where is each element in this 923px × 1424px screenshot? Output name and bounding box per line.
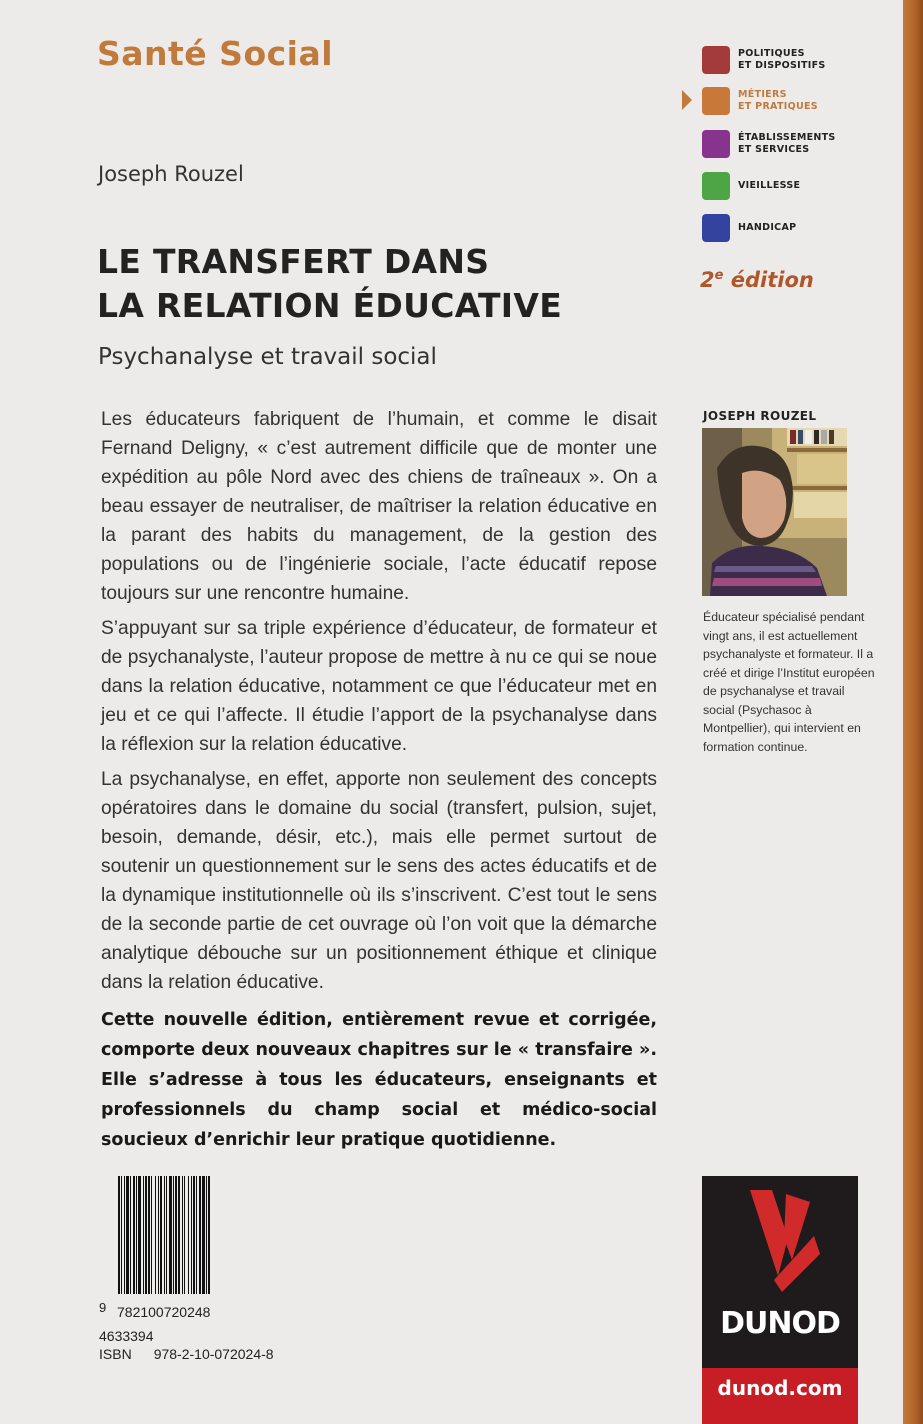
category-politiques (702, 45, 826, 75)
category-swatch (702, 46, 730, 74)
collection-name: Santé Social (97, 34, 334, 73)
isbn (99, 1346, 274, 1362)
category-handicap (702, 213, 796, 243)
product-code: 4633394 (99, 1328, 154, 1344)
publisher-url: dunod.com (702, 1368, 858, 1424)
author-photo-image (702, 428, 847, 596)
isbn-number: 978-2-10-072024-8 (153, 1346, 274, 1362)
blurb (101, 405, 657, 1161)
category-metiers (702, 86, 818, 116)
book-title (97, 240, 562, 328)
category-label: HANDICAP (738, 222, 797, 233)
blurb-paragraph-2: S’appuyant sur sa triple expérience d’éducateur, de formateur et de psychanalyste, l’auteur propose de mettre à nu ce qui se noue dans la relation éducative, notamment ce que l’éducateur met en jeu et ce qui l’affecte. Il étudie l’apport de la psychanalyse dans la réflexion sur la relation éducative. (101, 618, 657, 755)
category-etablissements (702, 129, 836, 159)
title-line-2: LA RELATION ÉDUCATIVE (97, 286, 563, 325)
book-subtitle: Psychanalyse et travail social (98, 344, 437, 370)
barcode-first-digit: 9 (99, 1300, 107, 1315)
category-swatch (702, 130, 730, 158)
author-bio: Éducateur spécialisé pendant vingt ans, il est actuellement psychanalyste et formateur. Il a créé et dirige l’Institut européen de psychanalyse et travail social (Psychasoc à Montpellier), qui intervient en formation continue. (703, 610, 875, 754)
blurb-paragraph-1: Les éducateurs fabriquent de l’humain, et comme le disait Fernand Deligny, « c’est autrement difficile que de monter une expédition au pôle Nord avec des chiens de traîneaux ». On a beau essayer de neutraliser, de maîtriser la relation éducative en la parant des habits du management, de la gestion des populations ou de l’ingénierie sociale, l’acte éducatif repose toujours sur une rencontre humaine. (101, 409, 657, 604)
edition-word: édition (730, 268, 814, 292)
barcode-digits: 782100720248 (117, 1304, 211, 1320)
author-photo (702, 428, 847, 596)
barcode-icon (116, 1176, 256, 1296)
active-category-arrow-icon (682, 90, 692, 110)
isbn-label: ISBN (99, 1346, 132, 1362)
dunod-emblem-icon (702, 1176, 858, 1306)
category-label: VIEILLESSE (738, 180, 801, 191)
category-vieillesse (702, 171, 800, 201)
edition-label (700, 268, 814, 292)
publisher-name: DUNOD (720, 1306, 840, 1341)
category-label: MÉTIERS ET PRATIQUES (738, 89, 818, 112)
edition-number: 2 (700, 268, 715, 292)
bio-author-name: JOSEPH ROUZEL (703, 409, 817, 423)
publisher-logo (702, 1176, 858, 1368)
author-name: Joseph Rouzel (98, 162, 244, 186)
blurb-highlight: Cette nouvelle édition, entièrement revue et corrigée, comporte deux nouveaux chapitres sur le « transfaire ». Elle s’adresse à tous les éducateurs, enseignants et professionnels du champ social et médico-social soucieux d’enrichir leur pratique quotidienne. (101, 1010, 657, 1150)
book-spine-edge (903, 0, 923, 1424)
category-label: ÉTABLISSEMENTS ET SERVICES (738, 132, 836, 155)
edition-suffix: e (714, 268, 724, 283)
category-swatch (702, 172, 730, 200)
category-swatch (702, 87, 730, 115)
category-label: POLITIQUES ET DISPOSITIFS (738, 48, 826, 71)
blurb-paragraph-3: La psychanalyse, en effet, apporte non seulement des concepts opératoires dans le domaine du social (transfert, pulsion, sujet, besoin, demande, désir, etc.), mais elle permet surtout de soutenir un questionnement sur le sens des actes éducatifs et de la dynamique institutionnelle où ils s’inscrivent. C’est tout le sens de la seconde partie de cet ouvrage où l’on voit que la démarche analytique débouche sur un positionnement éthique et clinique dans la relation éducative. (101, 769, 657, 993)
category-swatch (702, 214, 730, 242)
title-line-1: LE TRANSFERT DANS (97, 242, 490, 281)
